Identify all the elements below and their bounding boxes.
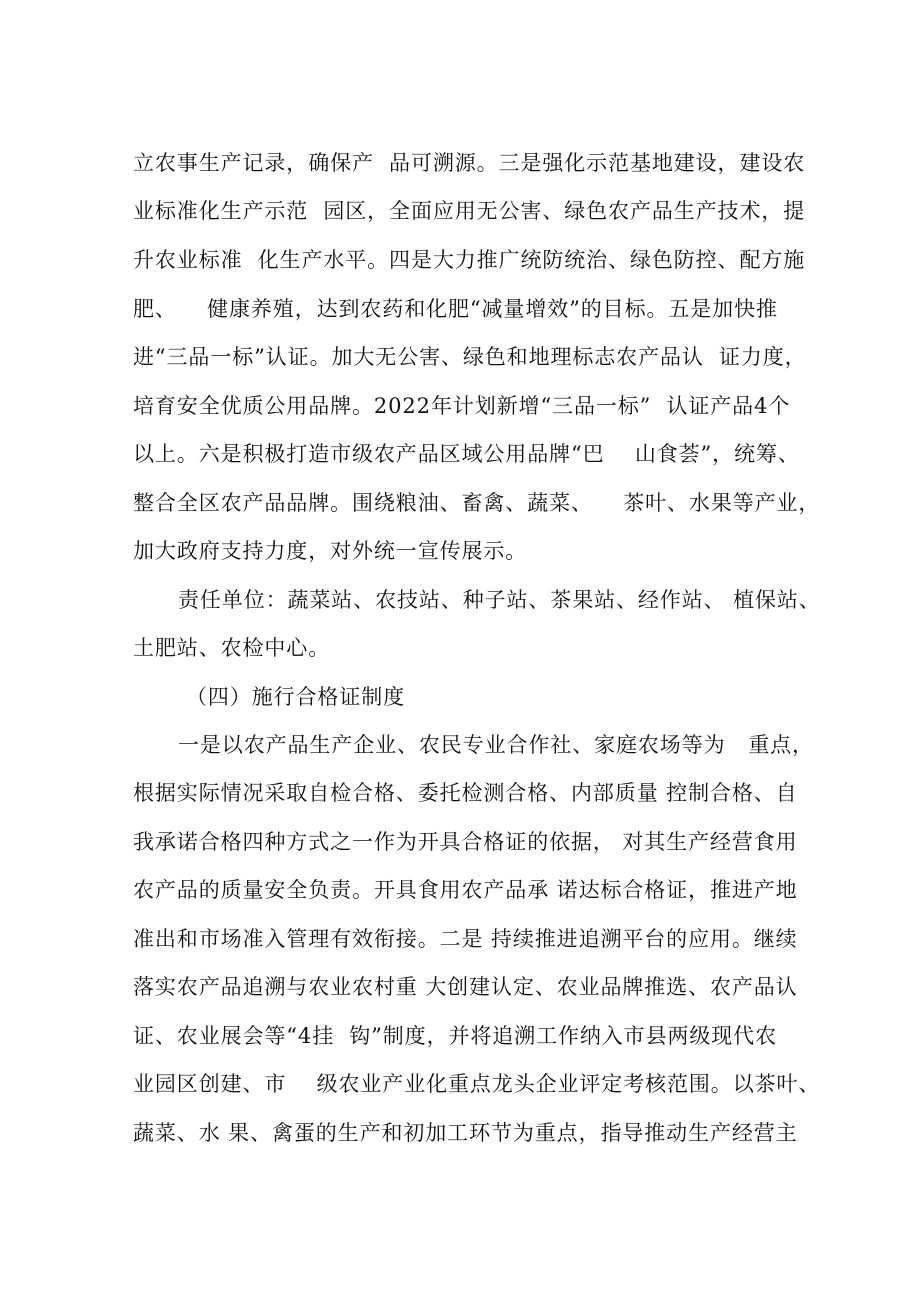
- text-line: 加大政府支持力度，对外统一宣传展示。: [133, 539, 528, 563]
- text-line: 培育安全优质公用品牌。2022年计划新增“三品一标” 认证产品4个: [133, 394, 791, 418]
- text-line: 证、农业展会等“4挂 钩”制度，并将追溯工作纳入市县两级现代农: [133, 1024, 777, 1048]
- text-line: 准出和市场准入管理有效衔接。二是 持续推进追溯平台的应用。继续: [133, 927, 798, 951]
- text-line: 整合全区农产品品牌。围绕粮油、畜禽、蔬菜、 茶叶、水果等产业，: [133, 491, 821, 515]
- text-line: 肥、 健康养殖，达到农药和化肥“减量增效”的目标。五是加快推: [133, 297, 778, 321]
- section-heading: （四）施行合格证制度: [186, 685, 405, 709]
- text-line: 根据实际情况采取自检合格、委托检测合格、内部质量 控制合格、自: [133, 781, 798, 805]
- text-line: 我承诺合格四种方式之一作为开具合格证的依据， 对其生产经营食用: [133, 830, 798, 854]
- text-line: 业园区创建、市 级农业产业化重点龙头企业评定考核范围。以茶叶、: [133, 1072, 821, 1096]
- text-line: 升农业标准 化生产水平。四是大力推广统防统治、绿色防控、配方施: [133, 248, 806, 272]
- text-line: 业标准化生产示范 园区，全面应用无公害、绿色农产品生产技术，提: [133, 199, 806, 223]
- text-line: 农产品的质量安全负责。开具食用农产品承 诺达标合格证，推进产地: [133, 878, 798, 902]
- text-line: 进“三品一标”认证。加大无公害、绿色和地理标志农产品认 证力度，: [133, 345, 807, 369]
- text-line: 土肥站、农检中心。: [133, 636, 331, 660]
- text-line: 以上。六是积极打造市级农产品区域公用品牌“巴 山食荟”，统筹、: [133, 442, 800, 466]
- text-line: 立农事生产记录，确保产 品可溯源。三是强化示范基地建设，建设农: [133, 151, 806, 175]
- text-line: 落实农产品追溯与农业农村重 大创建认定、农业品牌推选、农产品认: [133, 975, 798, 999]
- text-line: 蔬菜、水 果、禽蛋的生产和初加工环节为重点，指导推动生产经营主: [133, 1121, 798, 1145]
- text-line: 责任单位：蔬菜站、农技站、种子站、茶果站、经作站、 植保站、: [178, 588, 821, 612]
- text-line: 一是以农产品生产企业、农民专业合作社、家庭农场等为 重点，: [178, 733, 814, 757]
